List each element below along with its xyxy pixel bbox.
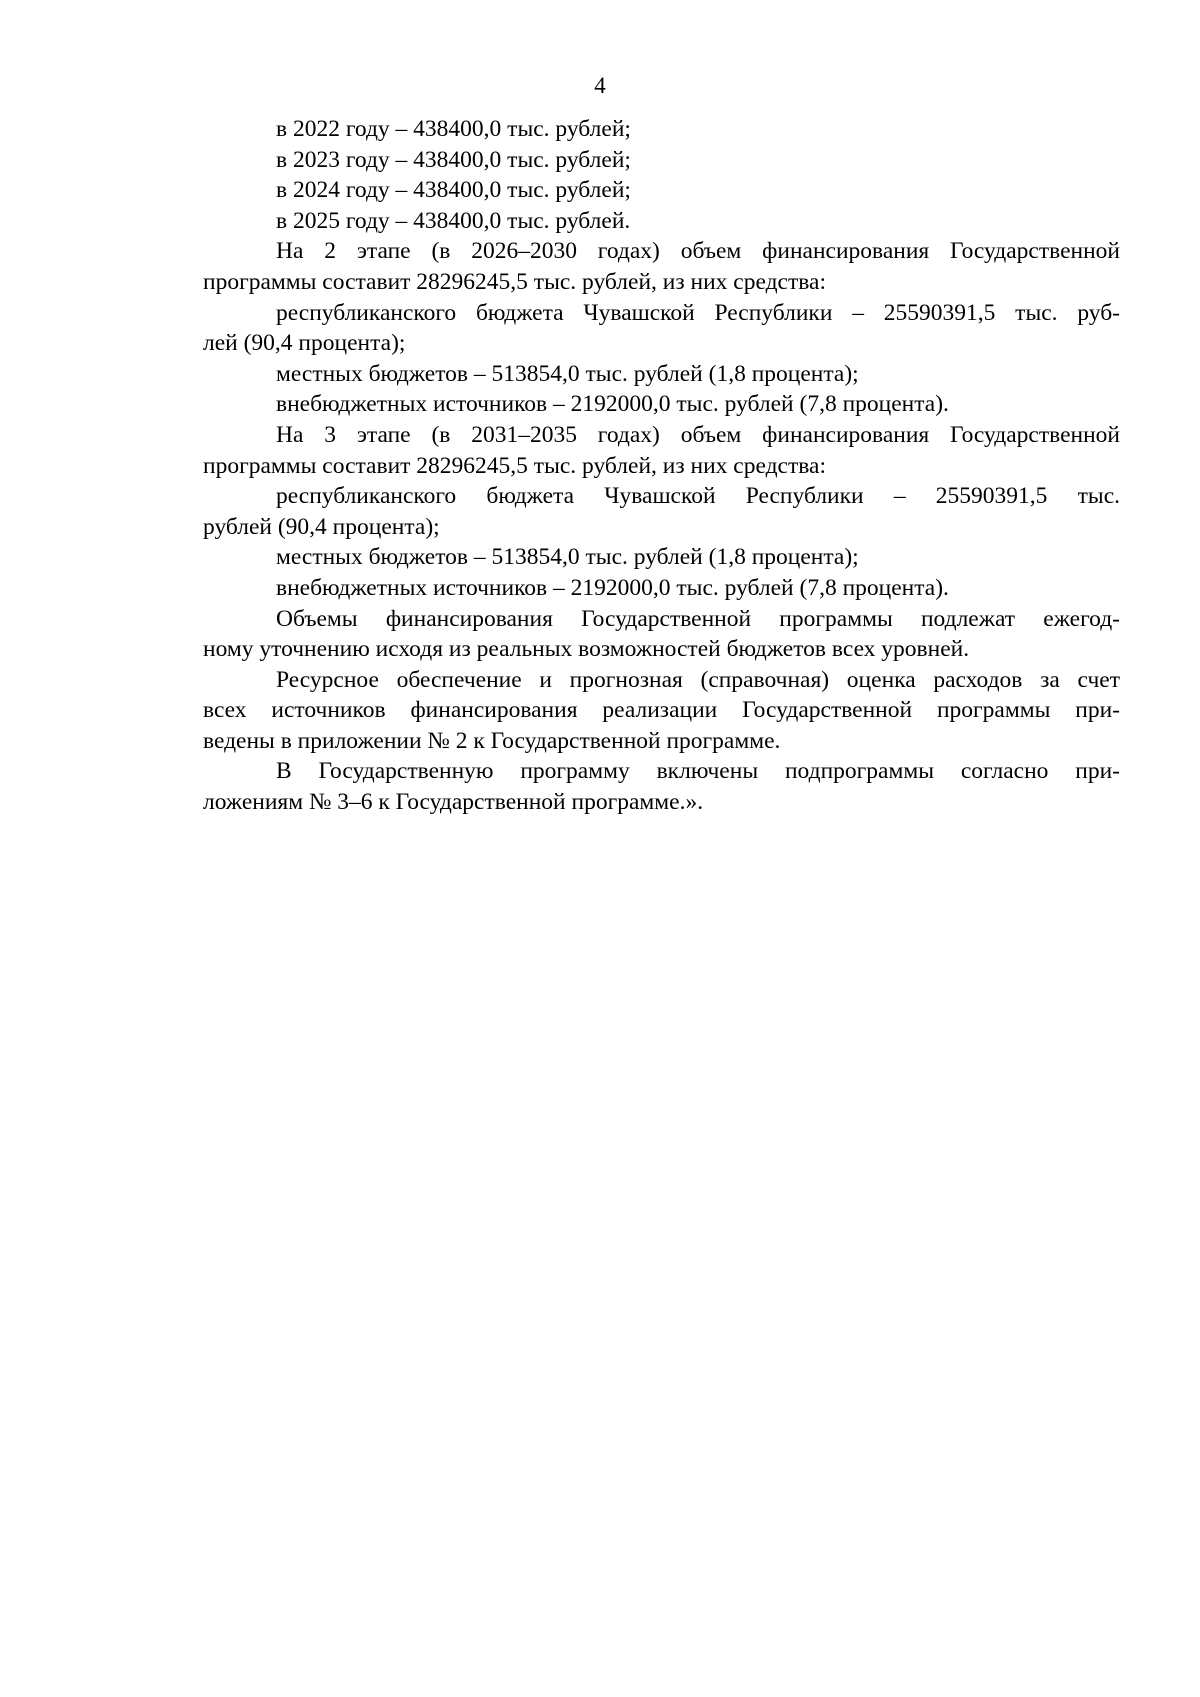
text-line: Объемы финансирования Государственной программы подлежат ежегод- bbox=[276, 605, 1120, 632]
text-line: всех источников финансирования реализации Государственной программы при- bbox=[203, 697, 1120, 724]
text-line: ному уточнению исходя из реальных возможностей бюджетов всех уровней. bbox=[203, 636, 970, 663]
text-line: в 2025 году – 438400,0 тыс. рублей. bbox=[276, 207, 631, 234]
text-line: Ресурсное обеспечение и прогнозная (справочная) оценка расходов за счет bbox=[276, 666, 1120, 693]
text-line: В Государственную программу включены подпрограммы согласно при- bbox=[276, 758, 1120, 785]
text-line: республиканского бюджета Чувашской Республики – 25590391,5 тыс. bbox=[276, 483, 1120, 510]
text-line: ведены в приложении № 2 к Государственной программе. bbox=[203, 727, 781, 754]
document-body bbox=[203, 114, 1120, 818]
page-number: 4 bbox=[594, 73, 606, 98]
text-line: лей (90,4 процента); bbox=[203, 330, 406, 357]
text-line: ложениям № 3–6 к Государственной программе.». bbox=[203, 789, 704, 816]
text-line: в 2024 году – 438400,0 тыс. рублей; bbox=[276, 177, 631, 204]
text-line: в 2022 году – 438400,0 тыс. рублей; bbox=[276, 116, 631, 142]
text-line: рублей (90,4 процента); bbox=[203, 513, 440, 540]
text-line: На 2 этапе (в 2026–2030 годах) объем финансирования Государственной bbox=[276, 238, 1120, 265]
text-line: На 3 этапе (в 2031–2035 годах) объем финансирования Государственной bbox=[276, 421, 1120, 448]
text-line: программы составит 28296245,5 тыс. рублей, из них средства: bbox=[203, 268, 826, 295]
text-line: в 2023 году – 438400,0 тыс. рублей; bbox=[276, 146, 631, 173]
text-line: программы составит 28296245,5 тыс. рублей, из них средства: bbox=[203, 452, 826, 479]
text-line: местных бюджетов – 513854,0 тыс. рублей (1,8 процента); bbox=[276, 544, 859, 571]
text-line: местных бюджетов – 513854,0 тыс. рублей (1,8 процента); bbox=[276, 360, 859, 387]
text-line: внебюджетных источников – 2192000,0 тыс. рублей (7,8 процента). bbox=[276, 391, 949, 418]
text-line: внебюджетных источников – 2192000,0 тыс. рублей (7,8 процента). bbox=[276, 574, 949, 601]
text-line: республиканского бюджета Чувашской Республики – 25590391,5 тыс. руб- bbox=[276, 299, 1120, 326]
